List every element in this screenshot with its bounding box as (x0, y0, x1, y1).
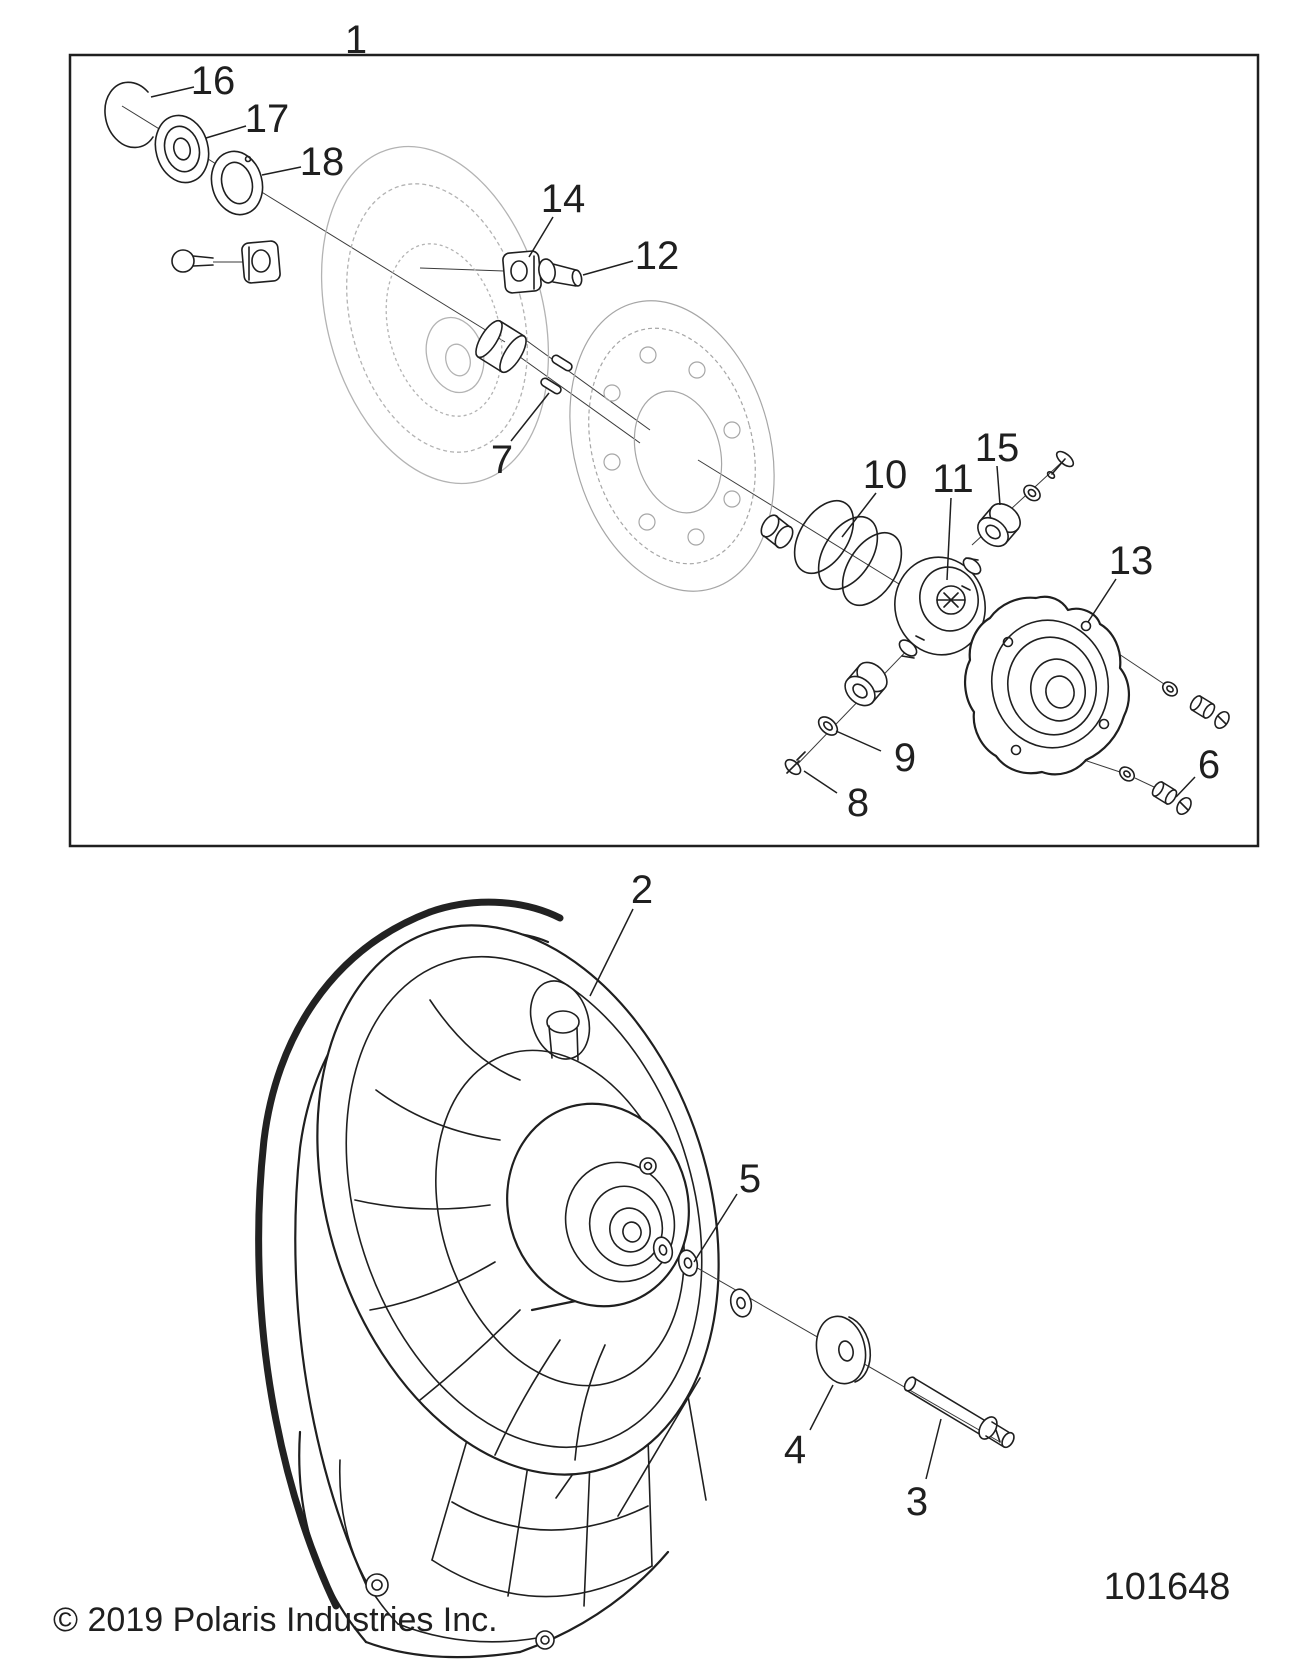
washer-9-drawing (815, 713, 841, 738)
callout-leader-3 (926, 1419, 941, 1479)
callout-leader-14 (529, 217, 553, 257)
roller-spacer-drawing (471, 317, 531, 376)
cover-13-drawing (965, 597, 1129, 775)
callout-13: 13 (1108, 539, 1154, 583)
bolt-12-drawing (537, 258, 583, 287)
callout-16: 16 (190, 59, 236, 103)
callout-6: 6 (1197, 743, 1221, 787)
copyright-text: © 2019 Polaris Industries Inc. (53, 1601, 498, 1639)
left-bolt-drawing (172, 250, 213, 272)
splined-bushing-drawing (758, 512, 797, 551)
washer-17-drawing (148, 109, 216, 188)
callout-leader-7 (511, 393, 549, 441)
callout-2: 2 (630, 868, 654, 912)
bearing-15-drawing (972, 498, 1025, 552)
callout-9: 9 (893, 736, 917, 780)
callout-leader-17 (206, 126, 246, 138)
drive-clutch-drawing (250, 873, 1016, 1657)
screw-15-drawing (1046, 449, 1076, 480)
callout-4: 4 (783, 1428, 807, 1472)
callout-1: 1 (344, 18, 368, 62)
screw-8-drawing (783, 752, 805, 777)
callout-leader-6 (1176, 777, 1195, 797)
snap-ring-drawing (105, 82, 153, 147)
driven-clutch-exploded-drawing (105, 82, 1232, 816)
callout-18: 18 (299, 140, 345, 184)
callout-14: 14 (540, 177, 586, 221)
callout-leader-13 (1088, 579, 1116, 622)
figure-number: 101648 (1103, 1566, 1231, 1608)
callout-11: 11 (932, 457, 974, 501)
callout-3: 3 (905, 1480, 929, 1524)
callout-leader-16 (151, 87, 194, 97)
bearing-9-drawing (839, 657, 892, 712)
callout-leader-18 (262, 167, 301, 175)
callout-15: 15 (974, 426, 1020, 470)
square-nut-14-drawing (502, 251, 541, 294)
callout-leader-15 (997, 466, 1000, 505)
callout-10: 10 (862, 453, 908, 497)
callout-12: 12 (634, 234, 680, 278)
callout-leader-10 (842, 493, 876, 537)
washer-15-drawing (1021, 482, 1043, 504)
washer-4-drawing (810, 1312, 871, 1388)
callout-8: 8 (846, 781, 870, 825)
callout-17: 17 (244, 97, 290, 141)
movable-sheave-drawing (539, 278, 805, 615)
washer-18-drawing (205, 146, 270, 221)
callout-leader-2 (590, 909, 633, 996)
left-square-nut-drawing (241, 241, 280, 284)
callout-leader-8 (804, 771, 837, 793)
callout-5: 5 (738, 1157, 762, 1201)
callout-7: 7 (490, 438, 514, 482)
callout-leader-9 (836, 731, 881, 751)
bolt-3-drawing (902, 1375, 1016, 1449)
callout-leader-4 (810, 1385, 833, 1430)
callout-leader-12 (583, 261, 633, 275)
